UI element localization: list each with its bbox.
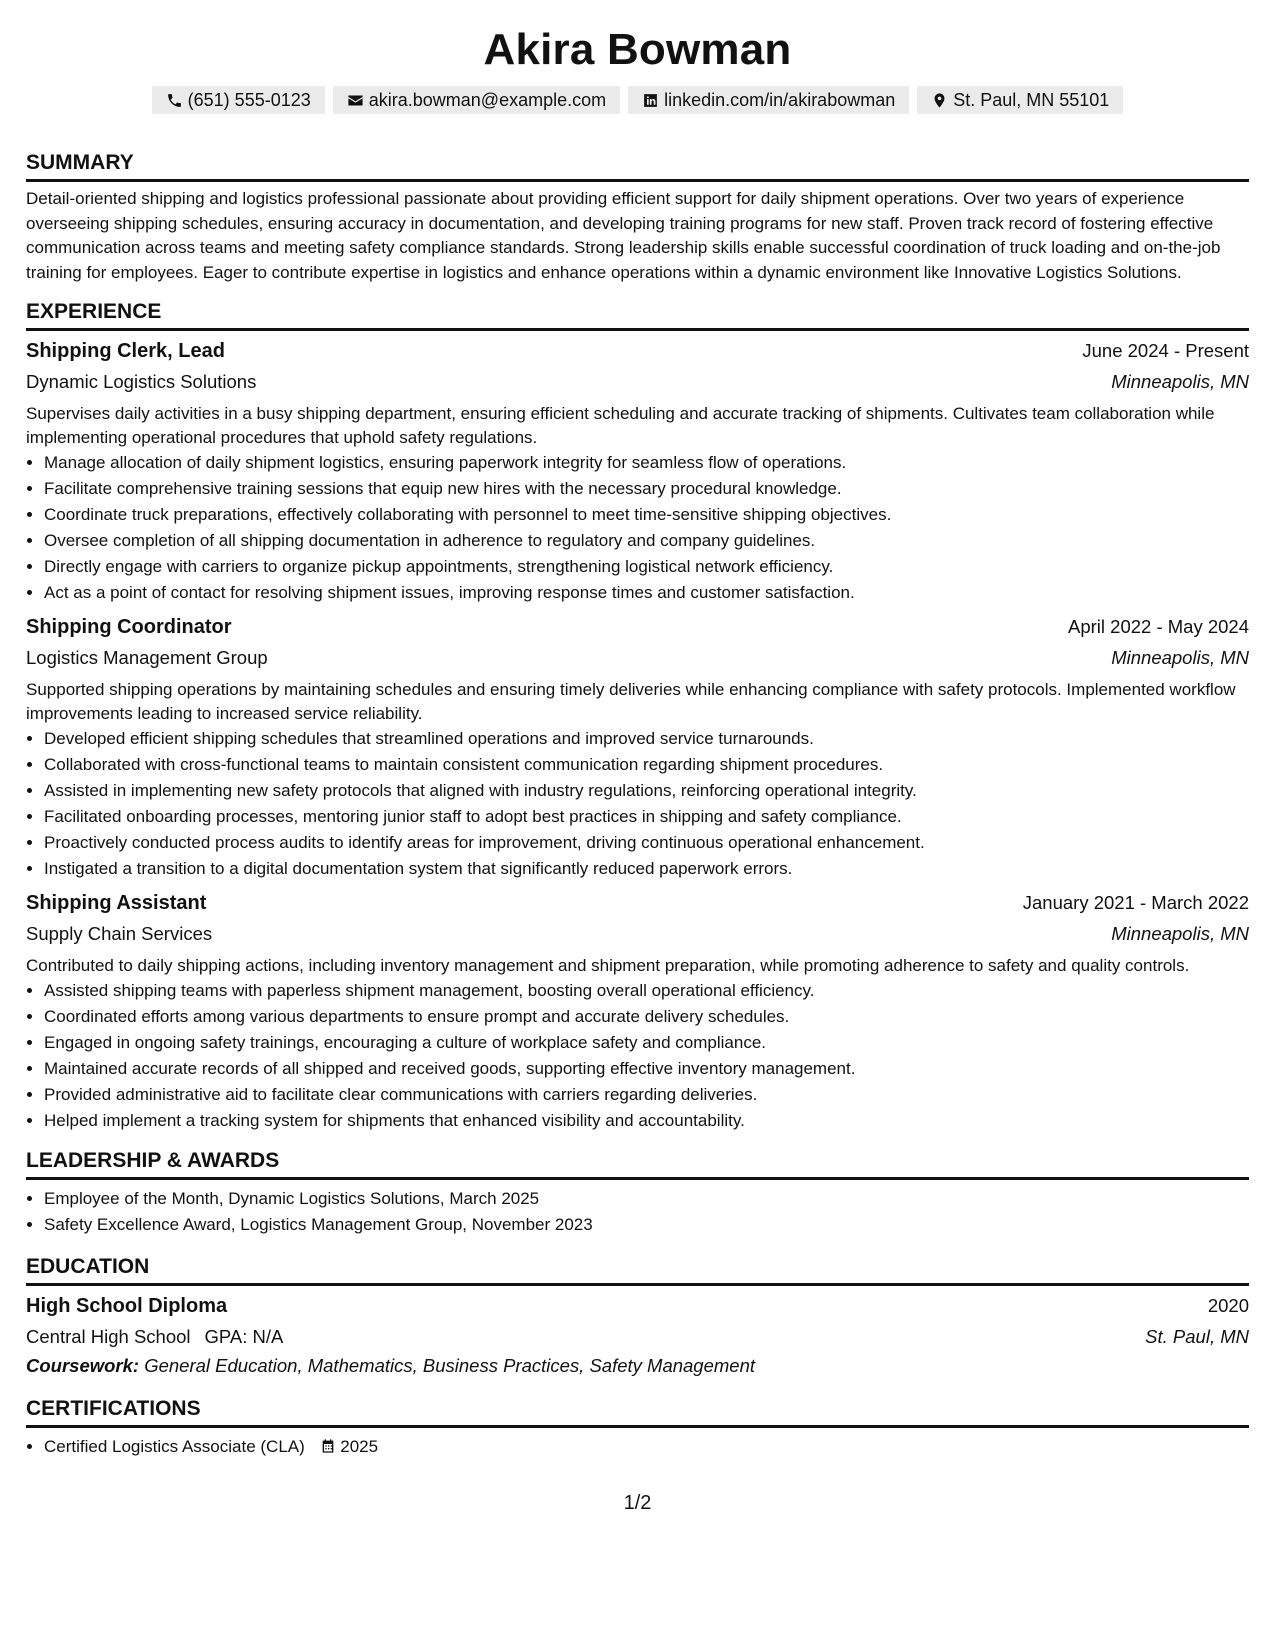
list-item: • Helped implement a tracking system for shipments that enhanced visibility and accountability. <box>44 1108 1249 1134</box>
job-description: Supervises daily activities in a busy shipping department, ensuring efficient scheduling and accurate tracking of shipments. Cultivates team collaboration while implementing operational procedures that uphold safety regulations. <box>26 404 1215 447</box>
job-location: Minneapolis, MN <box>1111 371 1249 392</box>
list-item: • Maintained accurate records of all shipped and received goods, supporting effective inventory management. <box>44 1056 1249 1082</box>
job-title: Shipping Coordinator <box>26 616 232 638</box>
degree-title: High School Diploma <box>26 1295 228 1317</box>
school-line <box>26 1321 283 1352</box>
job-company: Logistics Management Group <box>26 647 268 668</box>
job-title: Shipping Clerk, Lead <box>26 340 225 362</box>
envelope-icon <box>347 92 364 109</box>
list-item: • Assisted shipping teams with paperless shipment management, boosting overall operational efficiency. <box>44 978 1249 1004</box>
graduation-year: 2020 <box>1207 1295 1249 1316</box>
phone-icon <box>166 92 183 109</box>
email-text: akira.bowman@example.com <box>368 89 607 110</box>
awards-section <box>26 1148 1249 1238</box>
linkedin-icon <box>642 92 659 109</box>
gpa-text: GPA: N/A <box>204 1326 284 1347</box>
list-item: • Coordinate truck preparations, effectively collaborating with personnel to meet time-sensitive shipping objectives. <box>44 502 1249 528</box>
job-company: Dynamic Logistics Solutions <box>26 371 257 392</box>
job-entry <box>26 336 1249 606</box>
job-dates: January 2021 - March 2022 <box>1022 892 1249 913</box>
linkedin-text: linkedin.com/in/akirabowman <box>664 89 896 110</box>
list-item: • Instigated a transition to a digital documentation system that significantly reduced paperwork errors. <box>44 856 1249 882</box>
contact-bar <box>26 86 1249 114</box>
job-company: Supply Chain Services <box>26 923 213 944</box>
map-marker-icon <box>931 92 948 109</box>
job-bullets <box>26 726 1249 882</box>
job-bullets <box>26 450 1249 606</box>
list-item: • Facilitate comprehensive training sessions that equip new hires with the necessary procedural knowledge. <box>44 476 1249 502</box>
job-location: Minneapolis, MN <box>1111 647 1249 668</box>
coursework-line <box>26 1352 1249 1380</box>
list-item: • Proactively conducted process audits to identify areas for improvement, driving continuous operational enhancement. <box>44 830 1249 856</box>
list-item: • Collaborated with cross-functional teams to maintain consistent communication regarding shipment procedures. <box>44 752 1249 778</box>
job-title: Shipping Assistant <box>26 892 207 914</box>
list-item: • Employee of the Month, Dynamic Logistics Solutions, March 2025 <box>44 1186 1249 1212</box>
page-number: 1/2 <box>623 1492 652 1514</box>
job-description: Supported shipping operations by maintaining schedules and ensuring timely deliveries while enhancing compliance with safety protocols. Implemented workflow improvements leading to increased service reliability. <box>26 680 1236 723</box>
list-item: • Facilitated onboarding processes, mentoring junior staff to adopt best practices in shipping and safety compliance. <box>44 804 1249 830</box>
certification-date <box>320 1437 379 1456</box>
candidate-name: Akira Bowman <box>483 25 792 74</box>
school-name: Central High School <box>26 1326 191 1347</box>
job-entry <box>26 612 1249 882</box>
list-item: • Oversee completion of all shipping documentation in adherence to regulatory and company guidelines. <box>44 528 1249 554</box>
school-location: St. Paul, MN <box>1145 1326 1249 1347</box>
awards-list <box>26 1186 1249 1238</box>
certifications-list <box>26 1434 1249 1460</box>
job-description: Contributed to daily shipping actions, including inventory management and shipment preparation, while promoting adherence to safety and quality controls. <box>26 956 1190 975</box>
list-item: • Developed efficient shipping schedules that streamlined operations and improved service turnarounds. <box>44 726 1249 752</box>
certification-name: Certified Logistics Associate (CLA) <box>44 1437 305 1456</box>
contact-location <box>917 86 1123 114</box>
calendar-icon <box>320 1438 336 1454</box>
job-location: Minneapolis, MN <box>1111 923 1249 944</box>
list-item: • Assisted in implementing new safety protocols that aligned with industry regulations, reinforcing operational integrity. <box>44 778 1249 804</box>
list-item: • Act as a point of contact for resolving shipment issues, improving response times and customer satisfaction. <box>44 580 1249 606</box>
job-dates: April 2022 - May 2024 <box>1068 616 1249 637</box>
summary-heading: SUMMARY <box>26 150 1249 182</box>
summary-text: Detail-oriented shipping and logistics professional passionate about providing efficient support for daily shipment operations. Over two years of experience overseeing shipping schedules, ensuring accuracy in documentation, and developing training programs for new staff. Proven track record of fostering effective communication across teams and meeting safety compliance standards. Strong leadership skills enable successful coordination of truck loading and on-the-job training for employees. Eager to contribute expertise in logistics and enhance operations within a dynamic environment like Innovative Logistics Solutions. <box>26 189 1221 282</box>
experience-section <box>26 299 1249 1134</box>
certifications-heading: CERTIFICATIONS <box>26 1396 1249 1428</box>
list-item: • Directly engage with carriers to organize pickup appointments, strengthening logistical network efficiency. <box>44 554 1249 580</box>
list-item: • Safety Excellence Award, Logistics Management Group, November 2023 <box>44 1212 1249 1238</box>
experience-heading: EXPERIENCE <box>26 299 1249 331</box>
coursework-label: Coursework: <box>26 1355 140 1376</box>
list-item: • Provided administrative aid to facilitate clear communications with carriers regarding deliveries. <box>44 1082 1249 1108</box>
certifications-section <box>26 1396 1249 1460</box>
certification-year: 2025 <box>340 1437 379 1456</box>
list-item <box>44 1434 1249 1460</box>
job-dates: June 2024 - Present <box>1082 340 1249 361</box>
coursework-text: General Education, Mathematics, Business Practices, Safety Management <box>144 1355 756 1376</box>
contact-phone[interactable] <box>152 86 325 114</box>
education-section <box>26 1254 1249 1380</box>
job-entry <box>26 888 1249 1134</box>
list-item: • Engaged in ongoing safety trainings, encouraging a culture of workplace safety and compliance. <box>44 1030 1249 1056</box>
contact-linkedin[interactable] <box>628 86 909 114</box>
contact-email[interactable] <box>333 86 620 114</box>
phone-text: (651) 555-0123 <box>187 89 311 110</box>
job-bullets <box>26 978 1249 1134</box>
location-text: St. Paul, MN 55101 <box>953 89 1110 110</box>
list-item: • Coordinated efforts among various departments to ensure prompt and accurate delivery schedules. <box>44 1004 1249 1030</box>
education-heading: EDUCATION <box>26 1254 1249 1286</box>
list-item: • Manage allocation of daily shipment logistics, ensuring paperwork integrity for seamless flow of operations. <box>44 450 1249 476</box>
summary-section <box>26 150 1249 285</box>
awards-heading: LEADERSHIP & AWARDS <box>26 1148 1249 1180</box>
